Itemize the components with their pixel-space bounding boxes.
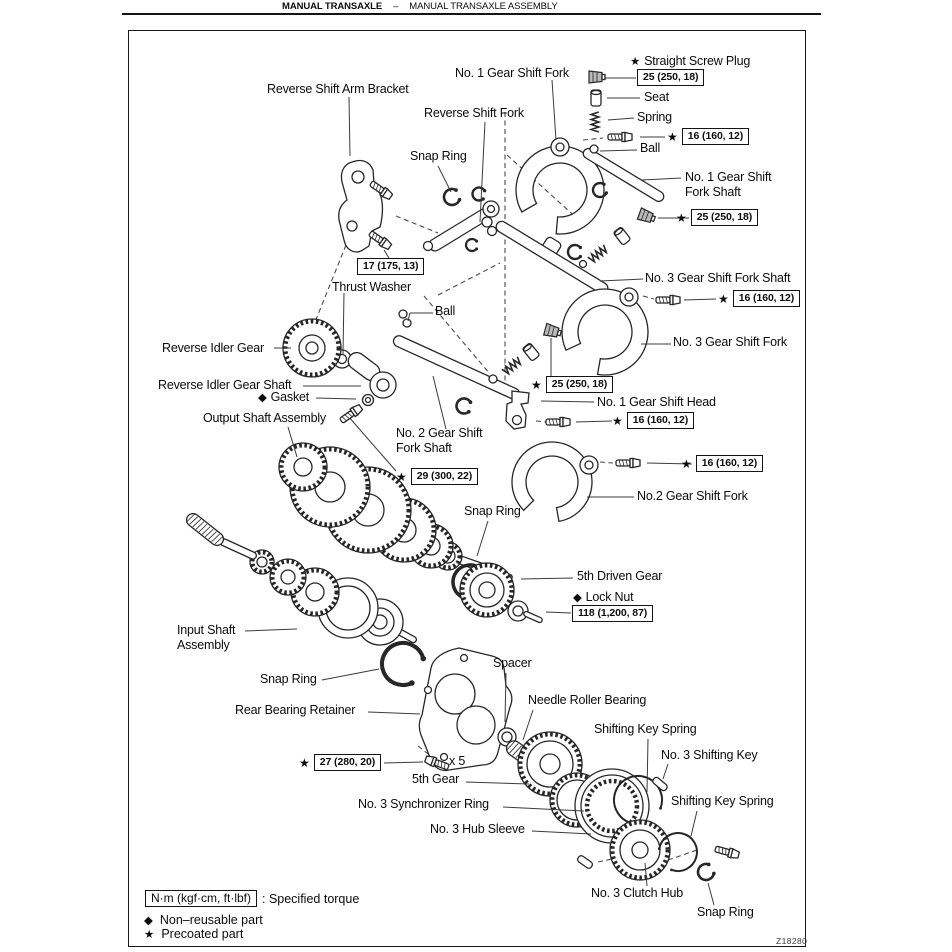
roller bbox=[488, 227, 497, 236]
label-no1-gear-shift-fork-shaft bbox=[685, 170, 771, 199]
leader-line bbox=[349, 97, 350, 156]
torque-no3-fork-bolt-torque bbox=[718, 290, 800, 307]
label-line: Fork Shaft bbox=[685, 184, 741, 199]
torque-straight-screw-plug-torque bbox=[637, 69, 704, 86]
ball-icon bbox=[590, 145, 598, 153]
dashed-line bbox=[583, 138, 603, 140]
input-shaft-neck bbox=[220, 538, 258, 560]
torque-value-box: 16 (160, 12) bbox=[733, 290, 800, 307]
label-needle-roller-bearing bbox=[528, 693, 646, 708]
label-text: Reverse Shift Fork bbox=[424, 106, 524, 120]
roller bbox=[482, 217, 492, 227]
star-icon: ★ bbox=[531, 377, 542, 392]
star-icon: ★ bbox=[681, 456, 692, 471]
figure-code: Z18280 bbox=[776, 936, 808, 946]
input-gear bbox=[270, 559, 306, 595]
label-text: Ball bbox=[640, 141, 661, 155]
leader-line bbox=[642, 178, 681, 180]
label-no3-hub-sleeve bbox=[430, 822, 525, 837]
gasket-part bbox=[363, 395, 374, 406]
label-text: Seat bbox=[644, 90, 669, 104]
bolt-icon bbox=[339, 403, 364, 424]
header-dash: – bbox=[393, 1, 399, 12]
label-text: No. 1 Gear Shift Fork bbox=[455, 66, 569, 80]
snap-ring-part bbox=[466, 239, 478, 251]
label-text: Spacer bbox=[493, 656, 532, 670]
torque-value-box: 27 (280, 20) bbox=[314, 754, 381, 771]
leader-line bbox=[433, 376, 446, 429]
label-snap-ring-top bbox=[410, 149, 467, 164]
label-fifth-driven-gear bbox=[577, 569, 662, 584]
label-spring bbox=[637, 110, 672, 125]
label-snap-ring-middle bbox=[464, 504, 521, 519]
label-no3-synchronizer-ring bbox=[358, 797, 489, 812]
legend-non-reusable bbox=[144, 913, 263, 927]
bolt-icon bbox=[616, 459, 640, 468]
label-reverse-idler-gear bbox=[162, 341, 264, 356]
snap-ring-part bbox=[698, 863, 716, 880]
leader-line bbox=[384, 250, 389, 258]
leader-line bbox=[546, 612, 571, 613]
seat-cylinder bbox=[591, 90, 601, 106]
label-text: Reverse Idler Gear Shaft bbox=[158, 378, 292, 392]
bolt-icon bbox=[608, 133, 632, 142]
snap-ring-input bbox=[382, 643, 426, 686]
output-gear bbox=[279, 443, 327, 491]
label-text: No. 3 Synchronizer Ring bbox=[358, 797, 489, 811]
torque-no1-head-bolt-torque bbox=[612, 412, 694, 429]
label-spacer bbox=[493, 656, 531, 671]
label-lock-nut bbox=[573, 590, 633, 606]
label-text: Rear Bearing Retainer bbox=[235, 703, 356, 717]
leader-line bbox=[600, 279, 643, 281]
torque-lock-nut-torque bbox=[572, 605, 653, 622]
label-text: Spring bbox=[637, 110, 672, 124]
screw-plug-icon bbox=[544, 323, 563, 339]
snap-ring-part bbox=[456, 399, 472, 414]
stub-shaft bbox=[523, 611, 543, 624]
label-text: Thrust Washer bbox=[332, 280, 411, 294]
label-text: Gasket bbox=[270, 390, 310, 404]
torque-reverse-arm-bracket-bolt-torque bbox=[357, 258, 424, 275]
no2-gear-shift-fork-part bbox=[512, 442, 592, 521]
label-rear-bearing-retainer bbox=[235, 703, 355, 718]
legend-precoated bbox=[144, 927, 243, 941]
star-icon: ★ bbox=[299, 755, 310, 770]
header-subsection: MANUAL TRANSAXLE ASSEMBLY bbox=[409, 1, 558, 12]
pivot-hole bbox=[424, 242, 433, 251]
label-text: Snap Ring bbox=[260, 672, 317, 686]
coil-spring bbox=[591, 112, 599, 132]
leader-line bbox=[523, 710, 533, 740]
diamond-icon: ◆ bbox=[144, 915, 153, 927]
leader-line bbox=[541, 401, 594, 402]
bolt-icon bbox=[656, 296, 680, 305]
star-icon: ★ bbox=[144, 929, 155, 941]
leader-line bbox=[647, 739, 648, 792]
label-text: No. 3 Clutch Hub bbox=[591, 886, 683, 900]
legend-torque bbox=[145, 890, 359, 907]
torque-value-box: 25 (250, 18) bbox=[691, 209, 758, 226]
label-no2-gear-shift-fork-shaft bbox=[396, 426, 482, 455]
label-no2-gear-shift-fork bbox=[637, 489, 748, 504]
torque-value-box: 17 (175, 13) bbox=[357, 258, 424, 275]
label-text: Reverse Idler Gear bbox=[162, 341, 264, 355]
straight-screw-plug-icon bbox=[589, 71, 605, 83]
label-line: Input Shaft bbox=[177, 623, 236, 637]
label-line: Assembly bbox=[177, 637, 230, 652]
leader-line bbox=[663, 764, 668, 779]
reverse-idler-gear-part bbox=[283, 319, 341, 377]
label-shifting-key-spring-lower bbox=[671, 794, 774, 809]
label-no3-gear-shift-fork bbox=[673, 335, 787, 350]
torque-value-box: 16 (160, 12) bbox=[696, 455, 763, 472]
label-text: No. 3 Hub Sleeve bbox=[430, 822, 525, 836]
diamond-icon: ◆ bbox=[258, 392, 267, 404]
leader-line bbox=[322, 669, 379, 680]
label-text: Ball bbox=[435, 304, 456, 318]
label-line: No. 1 Gear Shift bbox=[685, 170, 772, 184]
leader-line bbox=[316, 398, 356, 399]
label-text: Snap Ring bbox=[410, 149, 467, 163]
bolt-icon bbox=[546, 418, 570, 427]
star-icon: ★ bbox=[718, 291, 729, 306]
label-reverse-shift-fork bbox=[424, 106, 524, 121]
legend-precoated-text: Precoated part bbox=[161, 927, 244, 941]
reverse-fork-head bbox=[483, 201, 499, 217]
label-text: Shifting Key Spring bbox=[671, 794, 774, 808]
label-ball-upper bbox=[640, 141, 660, 156]
leader-line bbox=[343, 293, 344, 354]
label-no3-shifting-key bbox=[661, 748, 757, 763]
diamond-icon: ◆ bbox=[573, 592, 582, 604]
leader-line bbox=[438, 166, 451, 192]
label-no1-gear-shift-fork bbox=[455, 66, 569, 81]
label-text: 5th Driven Gear bbox=[577, 569, 663, 583]
seat-cylinder bbox=[522, 343, 540, 362]
snap-ring-part bbox=[568, 245, 582, 259]
label-no3-clutch-hub bbox=[591, 886, 683, 901]
no3-fork-boss bbox=[620, 288, 638, 306]
label-no1-gear-shift-head bbox=[597, 395, 716, 410]
torque-no2-fork-bolt-torque bbox=[681, 455, 763, 472]
label-snap-ring-left bbox=[260, 672, 317, 687]
no3-clutch-hub-part bbox=[610, 820, 670, 880]
torque-no1-shaft-bolt-torque bbox=[667, 128, 749, 145]
star-icon: ★ bbox=[396, 469, 407, 484]
label-ball-middle bbox=[435, 304, 455, 319]
leader-line bbox=[684, 299, 716, 300]
torque-value-box: 118 (1,200, 87) bbox=[572, 605, 653, 622]
torque-value-box: 25 (250, 18) bbox=[637, 69, 704, 86]
label-text: No. 3 Gear Shift Fork Shaft bbox=[645, 271, 791, 285]
leader-line bbox=[691, 811, 697, 836]
torque-no2-shaft-plug-torque bbox=[531, 376, 613, 393]
leader-line bbox=[384, 762, 423, 763]
label-input-shaft-assembly bbox=[177, 623, 235, 652]
label-text: No. 3 Gear Shift Fork bbox=[673, 335, 787, 349]
shaft-flange bbox=[370, 372, 396, 398]
label-text: Shifting Key Spring bbox=[594, 722, 697, 736]
label-text: No. 1 Gear Shift Head bbox=[597, 395, 716, 409]
torque-retainer-bolt-torque bbox=[299, 754, 381, 771]
no2-fork-shaft-rod bbox=[392, 334, 522, 401]
star-icon: ★ bbox=[630, 56, 641, 68]
leader-line bbox=[245, 629, 297, 631]
snap-ring-part bbox=[444, 188, 461, 205]
dashed-line bbox=[396, 216, 438, 233]
dashed-line bbox=[643, 296, 654, 299]
ball-icon bbox=[399, 310, 407, 318]
star-icon: ★ bbox=[676, 210, 687, 225]
label-text: Lock Nut bbox=[585, 590, 634, 604]
ball-icon bbox=[489, 375, 497, 383]
torque-no2-shaft-bolt-torque bbox=[396, 468, 478, 485]
label-text: No.2 Gear Shift Fork bbox=[637, 489, 748, 503]
leader-line bbox=[532, 831, 591, 834]
bolt-icon bbox=[714, 845, 740, 860]
header-rule bbox=[122, 13, 821, 15]
seat-cylinder bbox=[613, 227, 631, 246]
no1-fork-boss bbox=[551, 138, 569, 156]
torque-value-box: 16 (160, 12) bbox=[627, 412, 694, 429]
torque-value-box: 25 (250, 18) bbox=[546, 376, 613, 393]
bolt-icon bbox=[368, 229, 393, 250]
label-text: x 5 bbox=[449, 754, 466, 768]
label-text: No. 3 Shifting Key bbox=[661, 748, 758, 762]
leader-line bbox=[477, 521, 488, 556]
label-seat bbox=[644, 90, 669, 105]
leader-line bbox=[521, 578, 573, 579]
reverse-shift-fork-part bbox=[427, 207, 492, 253]
label-no3-gear-shift-fork-shaft bbox=[645, 271, 790, 286]
label-text: Straight Screw Plug bbox=[644, 54, 751, 68]
star-icon: ★ bbox=[667, 129, 678, 144]
coil-spring bbox=[588, 245, 608, 263]
label-snap-ring-bottom bbox=[697, 905, 754, 920]
legend-torque-suffix: : Specified torque bbox=[262, 891, 360, 906]
snap-ring-part bbox=[472, 188, 486, 201]
dashed-line bbox=[600, 462, 613, 463]
leader-line bbox=[600, 150, 637, 151]
label-line: No. 2 Gear Shift bbox=[396, 426, 483, 440]
label-text: Output Shaft Assembly bbox=[203, 411, 326, 425]
label-text: 5th Gear bbox=[412, 772, 460, 786]
legend-non-reusable-text: Non–reusable part bbox=[159, 913, 263, 927]
leader-line bbox=[466, 782, 529, 784]
fifth-driven-gear-part bbox=[460, 563, 514, 617]
label-line: Fork Shaft bbox=[396, 440, 452, 455]
label-text: Snap Ring bbox=[697, 905, 754, 919]
label-x5-quantity bbox=[449, 754, 465, 769]
label-output-shaft-assembly bbox=[203, 411, 326, 426]
star-icon: ★ bbox=[612, 413, 623, 428]
label-fifth-gear bbox=[412, 772, 459, 787]
leader-line bbox=[552, 80, 556, 140]
label-text: Needle Roller Bearing bbox=[528, 693, 647, 707]
leader-line bbox=[708, 883, 714, 905]
torque-no1-shaft-plug-torque bbox=[676, 209, 758, 226]
label-straight-screw-plug bbox=[630, 54, 750, 70]
label-reverse-shift-arm-bracket bbox=[267, 82, 409, 97]
label-thrust-washer bbox=[332, 280, 411, 295]
label-text: Reverse Shift Arm Bracket bbox=[267, 82, 409, 96]
dashed-line bbox=[438, 263, 500, 295]
leader-line bbox=[608, 118, 634, 120]
legend-torque-unit-box: N·m (kgf·cm, ft·lbf) bbox=[145, 890, 257, 907]
shifting-key-icon bbox=[576, 855, 593, 870]
no2-fork-boss bbox=[580, 456, 598, 474]
ball-icon bbox=[580, 261, 587, 268]
label-shifting-key-spring-upper bbox=[594, 722, 697, 737]
header-section: MANUAL TRANSAXLE bbox=[282, 1, 383, 12]
label-text: Snap Ring bbox=[464, 504, 521, 518]
leader-line bbox=[368, 712, 420, 714]
ball-icon bbox=[403, 319, 411, 327]
page-header bbox=[282, 1, 558, 12]
dashed-line bbox=[536, 421, 547, 422]
leader-line bbox=[576, 421, 612, 422]
screw-plug-icon bbox=[637, 208, 656, 225]
input-spline bbox=[184, 511, 226, 548]
torque-value-box: 29 (300, 22) bbox=[411, 468, 478, 485]
torque-value-box: 16 (160, 12) bbox=[682, 128, 749, 145]
label-gasket bbox=[258, 390, 309, 406]
dashed-line bbox=[668, 850, 697, 860]
